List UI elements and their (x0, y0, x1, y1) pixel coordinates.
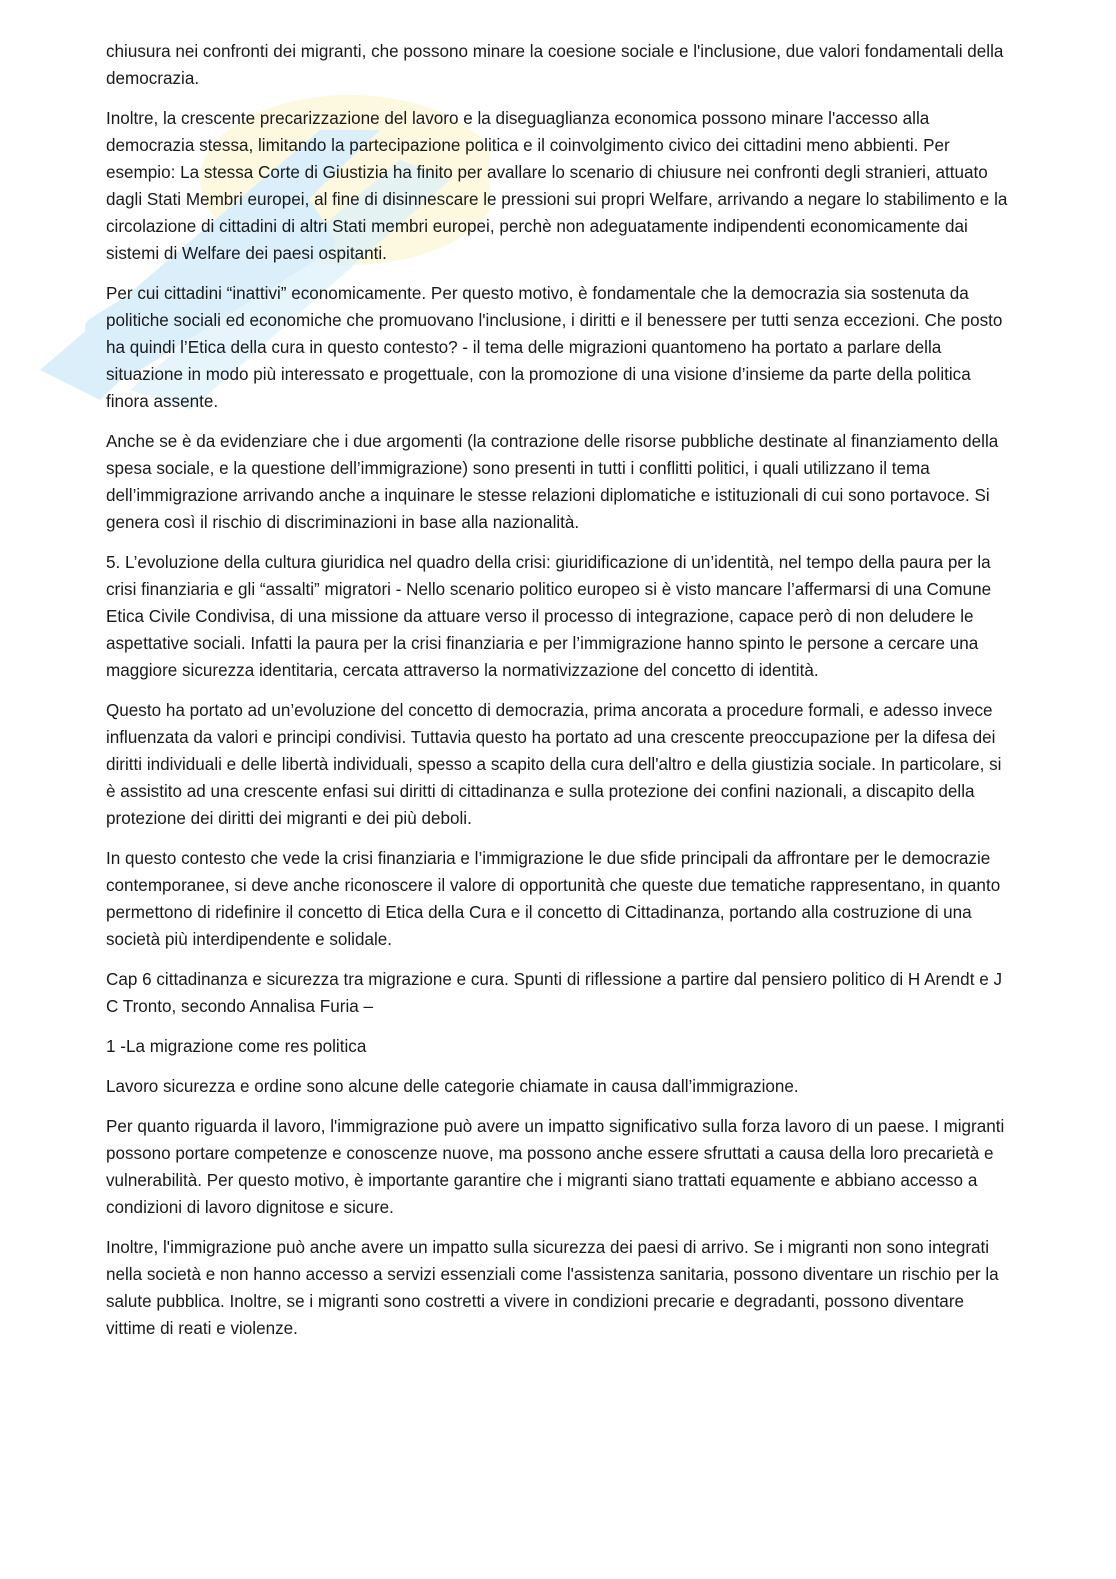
document-body (106, 38, 1014, 1355)
paragraph: chiusura nei confronti dei migranti, che possono minare la coesione sociale e l'inclusione, due valori fondamentali della democrazia. (106, 42, 1004, 88)
paragraph: Questo ha portato ad un’evoluzione del concetto di democrazia, prima ancorata a procedure formali, e adesso invece influenzata da valori e principi condivisi. Tuttavia questo ha portato ad una crescente preoccupazione per la difesa dei diritti individuali e delle libertà individuali, spesso a scapito della cura dell'altro e della giustizia sociale. In particolare, si è assistito ad una crescente enfasi sui diritti di cittadinanza e sulla protezione dei confini nazionali, a discapito della protezione dei diritti dei migranti e dei più deboli. (106, 701, 1002, 828)
chapter-heading: Cap 6 cittadinanza e sicurezza tra migrazione e cura. Spunti di riflessione a partire dal pensiero politico di H Arendt e J C Tronto, secondo Annalisa Furia – (106, 970, 1002, 1016)
paragraph: Per quanto riguarda il lavoro, l'immigrazione può avere un impatto significativo sulla forza lavoro di un paese. I migranti possono portare competenze e conoscenze nuove, ma possono anche essere sfruttati a causa della loro precarietà e vulnerabilità. Per questo motivo, è importante garantire che i migranti siano trattati equamente e abbiano accesso a condizioni di lavoro dignitose e sicure. (106, 1117, 1005, 1217)
paragraph: Inoltre, la crescente precarizzazione del lavoro e la diseguaglianza economica possono minare l'accesso alla democrazia stessa, limitando la partecipazione politica e il coinvolgimento civico dei cittadini meno abbienti. Per esempio: La stessa Corte di Giustizia ha finito per avallare lo scenario di chiusure nei confronti degli stranieri, attuato dagli Stati Membri europei, al fine di disinnescare le pressioni sui propri Welfare, arrivando a negare lo stabilimento e la circolazione di cittadini di altri Stati membri europei, perchè non adeguatamente indipendenti economicamente dai sistemi di Welfare dei paesi ospitanti. (106, 109, 1008, 263)
paragraph: Per cui cittadini “inattivi” economicamente. Per questo motivo, è fondamentale che la democrazia sia sostenuta da politiche sociali ed economiche che promuovano l'inclusione, i diritti e il benessere per tutti senza eccezioni. Che posto ha quindi l’Etica della cura in questo contesto? - il tema delle migrazioni quantomeno ha portato a parlare della situazione in modo più interessato e progettuale, con la promozione di una visione d’insieme da parte della politica finora assente. (106, 284, 1003, 411)
paragraph: Inoltre, l'immigrazione può anche avere un impatto sulla sicurezza dei paesi di arrivo. Se i migranti non sono integrati nella società e non hanno accesso a servizi essenziali come l'assistenza sanitaria, possono diventare un rischio per la salute pubblica. Inoltre, se i migranti sono costretti a vivere in condizioni precarie e degradanti, possono diventare vittime di reati e violenze. (106, 1238, 999, 1338)
paragraph: In questo contesto che vede la crisi finanziaria e l’immigrazione le due sfide principali da affrontare per le democrazie contemporanee, si deve anche riconoscere il valore di opportunità che queste due tematiche rappresentano, in quanto permettono di ridefinire il concetto di Etica della Cura e il concetto di Cittadinanza, portando alla costruzione di una società più interdipendente e solidale. (106, 849, 1001, 949)
section-5-paragraph: 5. L’evoluzione della cultura giuridica nel quadro della crisi: giuridificazione di un’identità, nel tempo della paura per la crisi finanziaria e gli “assalti” migratori - Nello scenario politico europeo si è visto mancare l’affermarsi di una Comune Etica Civile Condivisa, di una missione da attuare verso il processo di integrazione, capace però di non deludere le aspettative sociali. Infatti la paura per la crisi finanziaria e per l’immigrazione hanno spinto le persone a cercare una maggiore sicurezza identitaria, cercata attraverso la normativizzazione del concetto di identità. (106, 553, 992, 680)
paragraph: Anche se è da evidenziare che i due argomenti (la contrazione delle risorse pubbliche destinate al finanziamento della spesa sociale, e la questione dell’immigrazione) sono presenti in tutti i conflitti politici, i quali utilizzano il tema dell’immigrazione arrivando anche a inquinare le stesse relazioni diplomatiche e istituzionali di cui sono portavoce. Si genera così il rischio di discriminazioni in base alla nazionalità. (106, 432, 999, 532)
section-heading: 1 -La migrazione come res politica (106, 1037, 367, 1056)
paragraph: Lavoro sicurezza e ordine sono alcune delle categorie chiamate in causa dall’immigrazione. (106, 1077, 799, 1096)
